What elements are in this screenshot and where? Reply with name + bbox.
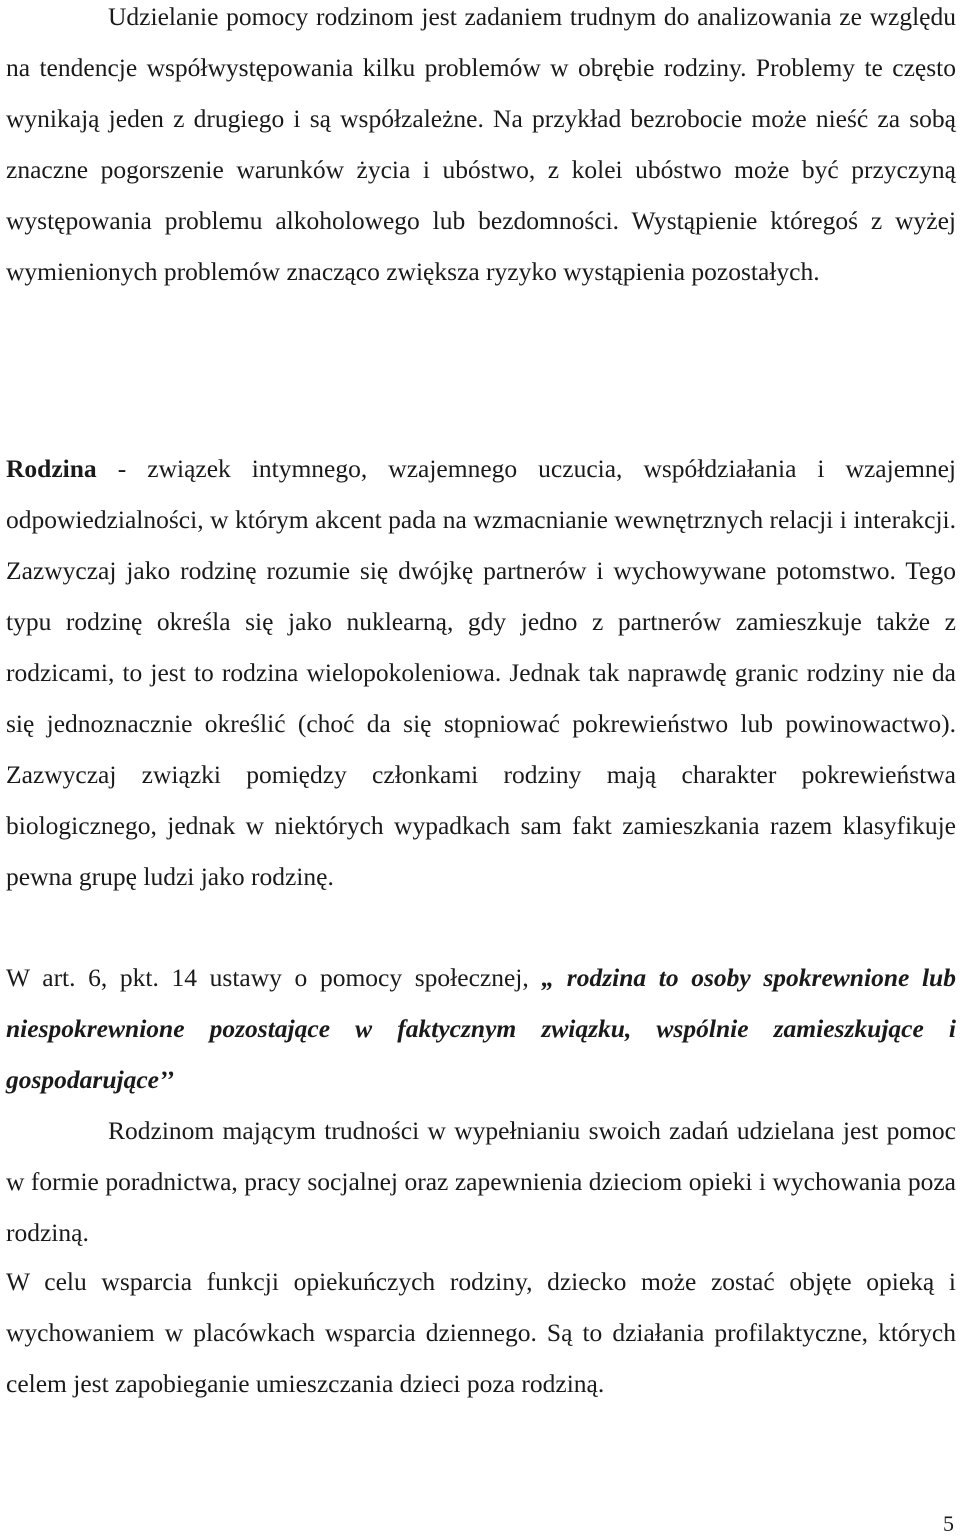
definition-text: - związek intymnego, wzajemnego uczucia, współdziałania i wzajemnej odpowiedzialności, w którym akcent pada na wzmacnianie wewnętrznych relacji i interakcji. Zazwyczaj jako rodzinę rozumie się dwójkę partnerów i wychowywane potomstwo. Tego typu rodzinę określa się jako nuklearną, gdy jedno z partnerów zamieszkuje także z rodzicami, to jest to rodzina wielopokoleniowa. Jednak tak naprawdę granic rodziny nie da się jednoznacznie określić (choć da się stopniować pokrewieństwo lub powinowactwo). Zazwyczaj związki pomiędzy członkami rodziny mają charakter pokrewieństwa biologicznego, jednak w niektórych wypadkach sam fakt zamieszkania razem klasyfikuje pewna grupę ludzi jako rodzinę. <box>6 454 956 891</box>
definition-term: Rodzina <box>6 454 97 483</box>
support-paragraph: W celu wsparcia funkcji opiekuńczych rodziny, dziecko może zostać objęte opieką i wychowaniem w placówkach wsparcia dziennego. Są to działania profilaktyczne, których celem jest zapobieganie umieszczania dzieci poza rodziną. <box>6 1267 956 1398</box>
legal-reference: W art. 6, pkt. 14 ustawy o pomocy społecznej, <box>6 963 542 992</box>
family-definition-paragraph <box>6 443 956 902</box>
legal-definition-paragraph <box>6 952 956 1105</box>
legal-quote: „ rodzina to osoby spokrewnione lub niespokrewnione pozostające w faktycznym związku, wspólnie zamieszkujące i gospodarujące’’ <box>6 963 956 1094</box>
page-number: 5 <box>943 1511 954 1536</box>
assistance-paragraph: Rodzinom mającym trudności w wypełnianiu swoich zadań udzielana jest pomoc w formie poradnictwa, pracy socjalnej oraz zapewnienia dzieciom opieki i wychowania poza rodziną. <box>6 1116 956 1247</box>
intro-paragraph: Udzielanie pomocy rodzinom jest zadaniem trudnym do analizowania ze względu na tendencje współwystępowania kilku problemów w obrębie rodziny. Problemy te często wynikają jeden z drugiego i są współzależne. Na przykład bezrobocie może nieść za sobą znaczne pogorszenie warunków życia i ubóstwo, z kolei ubóstwo może być przyczyną występowania problemu alkoholowego lub bezdomności. Wystąpienie któregoś z wyżej wymienionych problemów znacząco zwiększa ryzyko wystąpienia pozostałych. <box>6 2 956 286</box>
